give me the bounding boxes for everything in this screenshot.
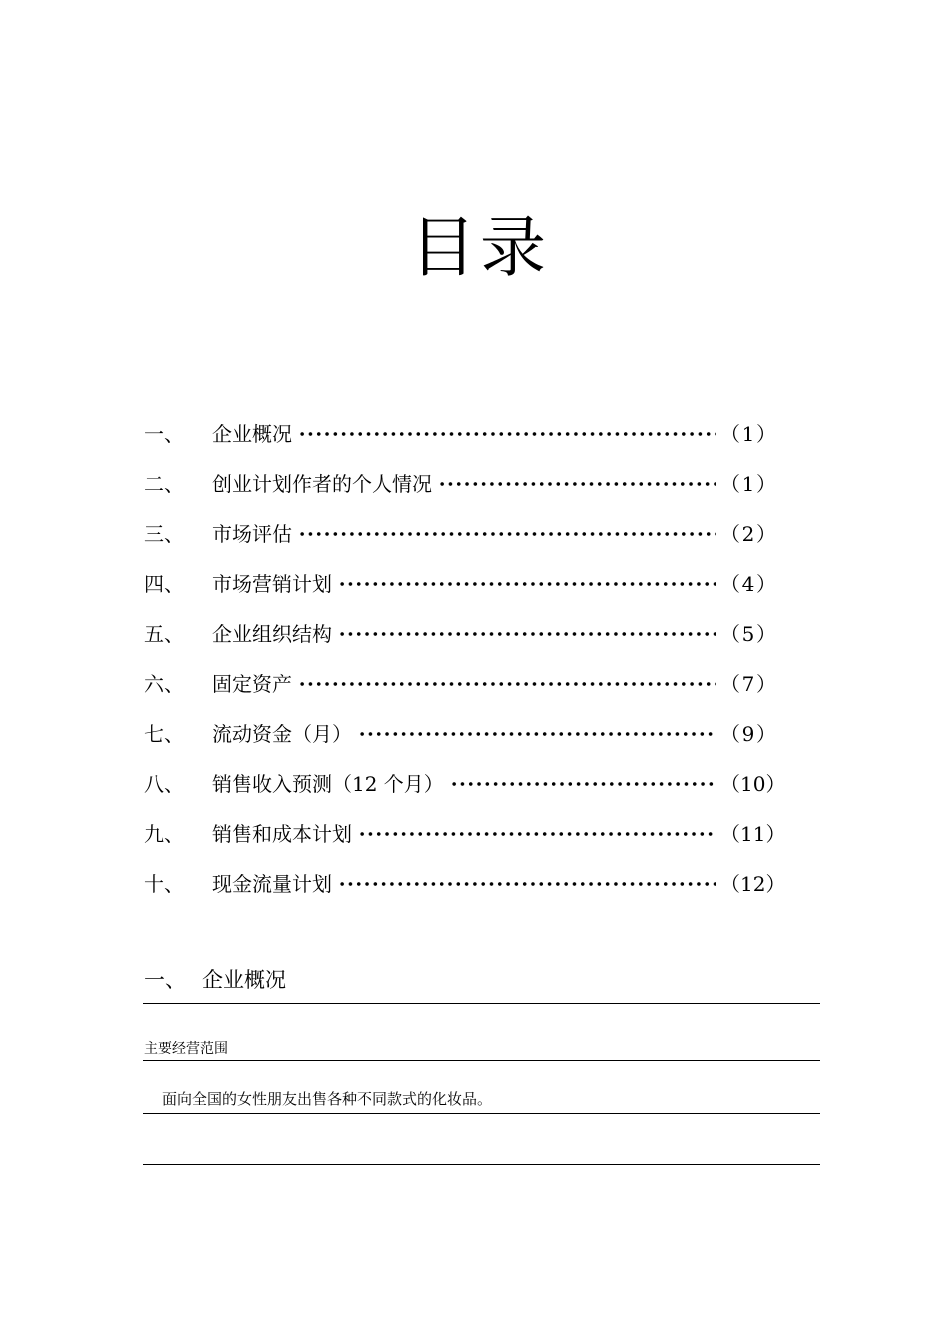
toc-entry[interactable] bbox=[144, 568, 776, 618]
toc-entry[interactable] bbox=[144, 468, 776, 518]
toc-entry-label: 创业计划作者的个人情况 bbox=[212, 472, 432, 496]
toc-paren-close: ） bbox=[756, 672, 776, 696]
toc-entry[interactable] bbox=[144, 418, 776, 468]
toc-entry-number: 八、 bbox=[144, 772, 184, 796]
toc-entry-number: 五、 bbox=[144, 622, 184, 646]
toc-entry-label: 企业组织结构 bbox=[212, 622, 332, 646]
toc-entry-page bbox=[720, 468, 776, 500]
toc-entry-number: 十、 bbox=[144, 872, 184, 896]
section-heading bbox=[144, 964, 286, 996]
toc-entry-page bbox=[720, 668, 776, 700]
divider bbox=[143, 1003, 820, 1004]
toc-entry-page bbox=[720, 718, 776, 750]
toc-entry-page bbox=[720, 618, 776, 650]
toc-paren-close: ） bbox=[765, 822, 786, 846]
toc-entry-number: 一、 bbox=[144, 422, 184, 446]
toc-entry[interactable] bbox=[144, 768, 786, 818]
toc-entry[interactable] bbox=[144, 518, 776, 568]
toc-entry[interactable] bbox=[144, 718, 776, 768]
toc-entry-number: 四、 bbox=[144, 572, 184, 596]
section-title: 企业概况 bbox=[202, 968, 286, 992]
toc-paren-open: （ bbox=[720, 622, 740, 646]
toc-paren-close: ） bbox=[756, 422, 776, 446]
toc-entry-page bbox=[720, 568, 776, 600]
toc-paren-open: （ bbox=[720, 572, 740, 596]
toc-entry-label: 销售收入预测（12 个月） bbox=[212, 772, 444, 796]
toc-entry-page bbox=[720, 818, 786, 850]
toc-entry-label: 市场营销计划 bbox=[212, 572, 332, 596]
toc-paren-close: ） bbox=[765, 772, 786, 796]
toc-paren-open: （ bbox=[720, 672, 740, 696]
toc-dot-leader bbox=[338, 618, 716, 650]
toc-paren-open: （ bbox=[720, 722, 740, 746]
toc-dot-leader bbox=[298, 518, 716, 550]
toc-paren-open: （ bbox=[720, 822, 740, 846]
toc-page-number: 7 bbox=[741, 672, 755, 696]
toc-paren-close: ） bbox=[756, 722, 776, 746]
toc-dot-leader bbox=[450, 768, 716, 800]
toc-entry-label: 固定资产 bbox=[212, 672, 292, 696]
toc-paren-open: （ bbox=[720, 872, 740, 896]
toc-entry-number: 二、 bbox=[144, 472, 184, 496]
toc-entry-page bbox=[720, 768, 786, 800]
toc-entry-page bbox=[720, 518, 776, 550]
toc-dot-leader bbox=[298, 668, 716, 700]
toc-entry[interactable] bbox=[144, 618, 776, 668]
toc-paren-open: （ bbox=[720, 472, 740, 496]
toc-paren-close: ） bbox=[765, 872, 786, 896]
toc-entry[interactable] bbox=[144, 868, 786, 918]
toc-page-number: 1 bbox=[741, 472, 755, 496]
toc-entry-label: 销售和成本计划 bbox=[212, 822, 352, 846]
toc-entry-label: 市场评估 bbox=[212, 522, 292, 546]
toc-entry-number: 七、 bbox=[144, 722, 184, 746]
toc-dot-leader bbox=[438, 468, 716, 500]
toc-dot-leader bbox=[338, 868, 716, 900]
toc-paren-open: （ bbox=[720, 422, 740, 446]
toc-page-number: 9 bbox=[741, 722, 755, 746]
toc-paren-close: ） bbox=[756, 572, 776, 596]
toc-page-number: 2 bbox=[741, 522, 755, 546]
toc-page-number: 12 bbox=[740, 872, 766, 896]
toc-entry-label: 企业概况 bbox=[212, 422, 292, 446]
toc-dot-leader bbox=[358, 818, 716, 850]
toc-entry-number: 六、 bbox=[144, 672, 184, 696]
toc-page-number: 5 bbox=[741, 622, 755, 646]
field-value-business-scope: 面向全国的女性朋友出售各种不同款式的化妆品。 bbox=[162, 1090, 493, 1108]
toc-paren-close: ） bbox=[756, 472, 776, 496]
toc-page-number: 4 bbox=[741, 572, 755, 596]
toc-entry-page bbox=[720, 418, 776, 450]
toc-paren-close: ） bbox=[756, 622, 776, 646]
toc-entry[interactable] bbox=[144, 818, 786, 868]
table-of-contents bbox=[144, 418, 786, 918]
toc-dot-leader bbox=[298, 418, 716, 450]
divider bbox=[143, 1164, 820, 1165]
divider bbox=[143, 1113, 820, 1114]
toc-page-number: 11 bbox=[740, 822, 766, 846]
toc-entry-number: 三、 bbox=[144, 522, 184, 546]
toc-entry-label: 流动资金（月） bbox=[212, 722, 352, 746]
toc-paren-open: （ bbox=[720, 522, 740, 546]
toc-paren-close: ） bbox=[756, 522, 776, 546]
toc-dot-leader bbox=[338, 568, 716, 600]
section-number: 一、 bbox=[144, 968, 186, 992]
toc-entry-number: 九、 bbox=[144, 822, 184, 846]
toc-page-number: 1 bbox=[741, 422, 755, 446]
toc-entry[interactable] bbox=[144, 668, 776, 718]
divider bbox=[143, 1060, 820, 1061]
field-label-business-scope: 主要经营范围 bbox=[144, 1041, 228, 1057]
toc-dot-leader bbox=[358, 718, 716, 750]
toc-entry-label: 现金流量计划 bbox=[212, 872, 332, 896]
toc-entry-page bbox=[720, 868, 786, 900]
toc-page-number: 10 bbox=[740, 772, 766, 796]
toc-paren-open: （ bbox=[720, 772, 740, 796]
document-title: 目录 bbox=[410, 209, 550, 286]
